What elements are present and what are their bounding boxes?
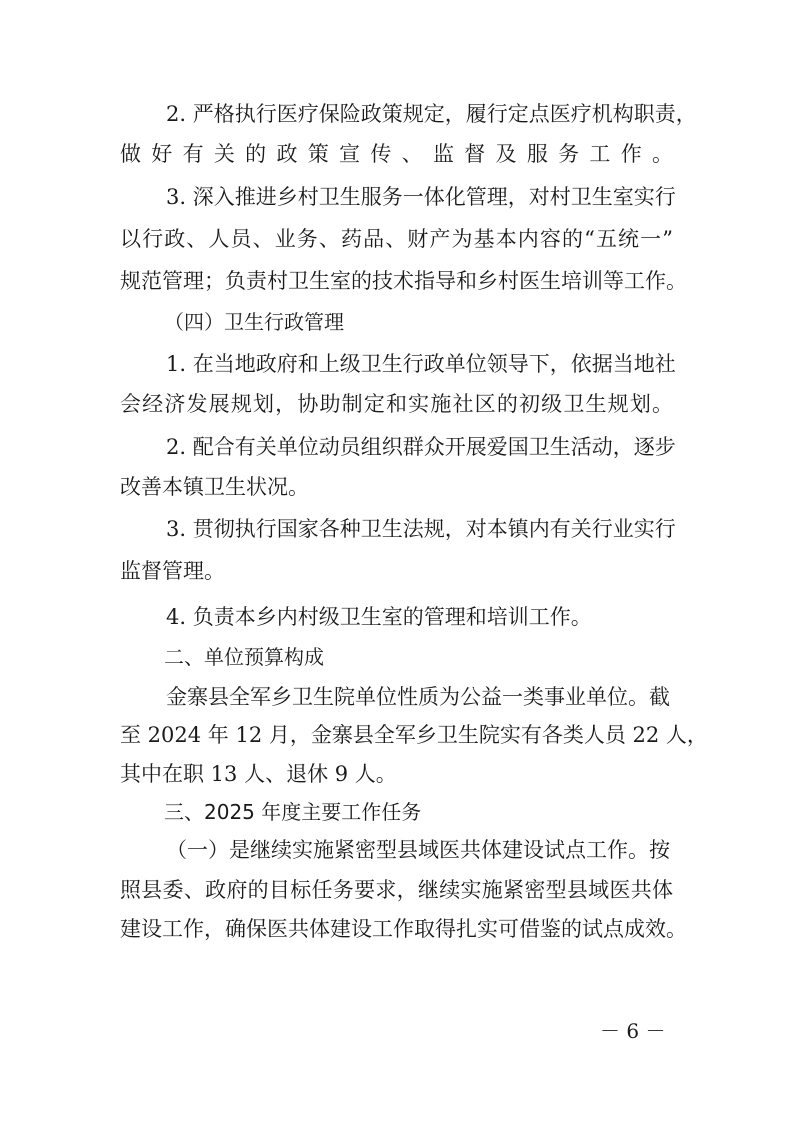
section-heading-admin: （四）卫生行政管理 [164,310,344,334]
paragraph-line: 1. 在当地政府和上级卫生行政单位领导下，依据当地社 [166,352,676,376]
paragraph-line: 建设工作，确保医共体建设工作取得扎实可借鉴的试点成效。 [120,917,687,941]
paragraph-line: 金寨县全军乡卫生院单位性质为公益一类事业单位。截 [166,685,670,709]
paragraph-line: 改善本镇卫生状况。 [120,475,309,499]
paragraph-line: 4. 负责本乡内村级卫生室的管理和培训工作。 [166,605,592,629]
section-heading-budget: 二、单位预算构成 [164,645,324,669]
paragraph-line: 照县委、政府的目标任务要求，继续实施紧密型县域医共体 [120,878,673,902]
page-number: － 6 － [600,1019,666,1043]
paragraph-line: 3. 贯彻执行国家各种卫生法规，对本镇内有关行业实行 [166,517,676,541]
section-heading-tasks: 三、2025 年度主要工作任务 [164,800,422,824]
paragraph-line: （一）是继续实施紧密型县域医共体建设试点工作。按 [166,838,670,862]
paragraph-line: 至 2024 年 12 月，金寨县全军乡卫生院实有各类人员 22 人， [120,723,708,747]
paragraph-line: 3. 深入推进乡村卫生服务一体化管理，对村卫生室实行 [166,185,676,209]
paragraph-line: 2. 严格执行医疗保险政策规定，履行定点医疗机构职责， [166,102,697,126]
paragraph-line: 规范管理；负责村卫生室的技术指导和乡村医生培训等工作。 [120,269,687,293]
paragraph-line: 做好有关的政策宣传、监督及服务工作。 [120,142,673,166]
paragraph-line: 其中在职 13 人、退休 9 人。 [120,762,397,786]
paragraph-line: 2. 配合有关单位动员组织群众开展爱国卫生活动，逐步 [166,435,676,459]
paragraph-line: 会经济发展规划，协助制定和实施社区的初级卫生规划。 [120,392,673,416]
paragraph-line: 监督管理。 [120,559,225,583]
paragraph-line: 以行政、人员、业务、药品、财产为基本内容的“五统一” [120,227,673,251]
